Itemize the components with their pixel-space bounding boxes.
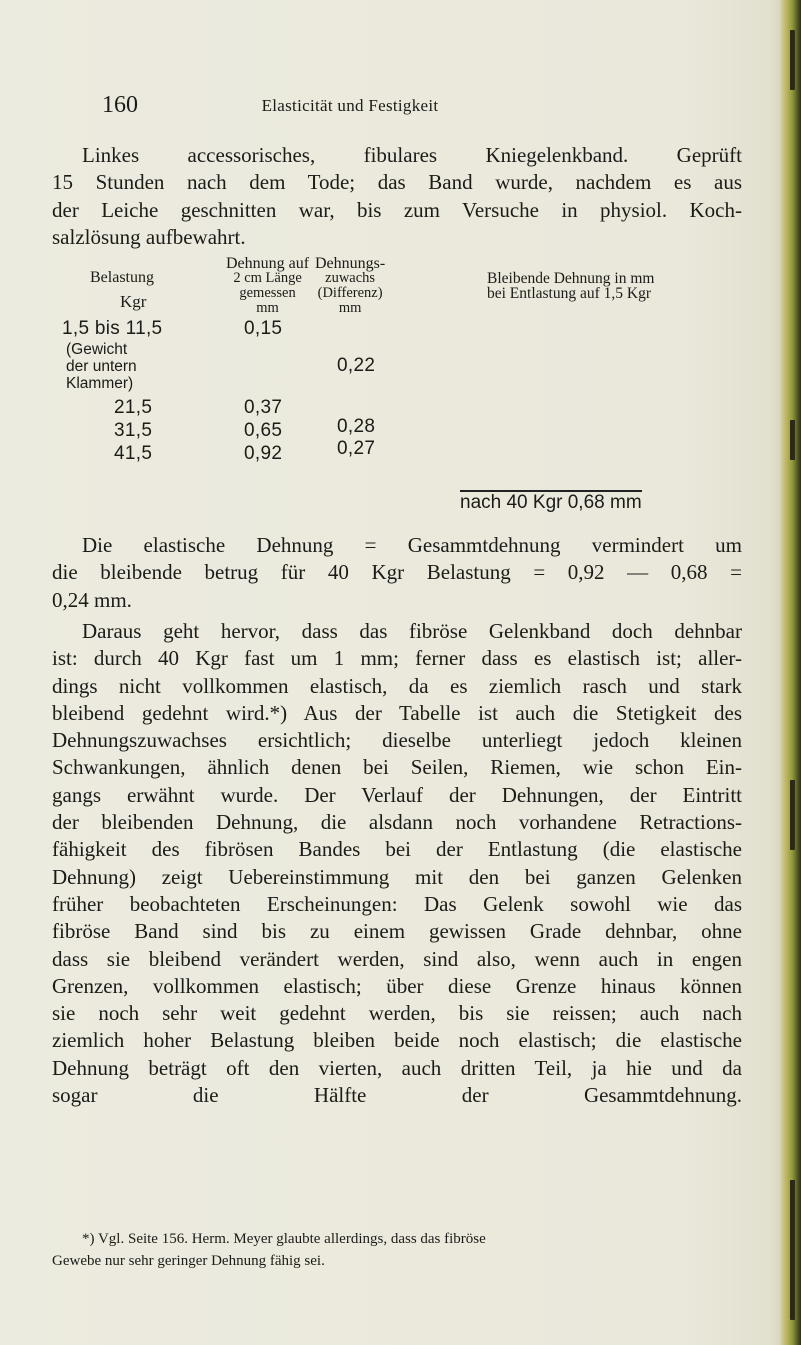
table-cell-load: 21,5 xyxy=(114,397,153,418)
text-line: bleibend gedehnt wird.*) Aus der Tabelle ist auch die Stetigkeit des xyxy=(52,700,742,725)
text-line: salzlösung aufbewahrt. xyxy=(52,224,246,249)
text-line: die bleibende betrug für 40 Kgr Belastung = 0,92 — 0,68 = xyxy=(52,560,742,585)
text-line: Schwankungen, ähnlich denen bei Seilen, Riemen, wie schon Ein- xyxy=(52,755,742,780)
text-line: Dehnungszuwachses ersichtlich; dieselbe unterliegt jedoch kleinen xyxy=(52,728,742,753)
text-line: Linkes accessorisches, fibulares Kniegelenkband. Geprüft xyxy=(82,143,742,167)
footnote-line: *) Vgl. Seite 156. Herm. Meyer glaubte allerdings, dass das fibröse xyxy=(82,1231,486,1247)
page-number: 160 xyxy=(102,92,138,118)
text-line: sogar die Hälfte der Gesammtdehnung. xyxy=(52,1083,742,1108)
text-line: sie noch sehr weit gedehnt werden, bis sie reissen; auch nach xyxy=(52,1001,742,1026)
nach-entlastung-result: nach 40 Kgr 0,68 mm xyxy=(460,492,642,513)
text-line: dass sie bleibend verändert werden, sind also, wenn auch in engen xyxy=(52,946,742,971)
footnote-line: Gewebe nur sehr geringer Dehnung fähig sei. xyxy=(52,1253,325,1269)
table-cell-zuwachs: 0,28 xyxy=(337,416,376,437)
text-line: Dehnung beträgt oft den vierten, auch dritten Teil, ja hie und da xyxy=(52,1055,742,1080)
table-cell-dehnung: 0,65 xyxy=(244,420,283,441)
text-line: 15 Stunden nach dem Tode; das Band wurde, nachdem es aus xyxy=(52,170,742,195)
edge-mark xyxy=(790,780,795,850)
table-note-gewicht: (Gewicht der untern Klammer) xyxy=(66,341,137,392)
text-line: fähigkeit des fibrösen Bandes bei der Entlastung (die elastische xyxy=(52,837,742,862)
table-cell-load: 1,5 bis 11,5 xyxy=(62,318,163,339)
text-line: früher beobachteten Erscheinungen: Das Gelenk sowohl wie das xyxy=(52,891,742,916)
table-cell-dehnung: 0,15 xyxy=(244,318,283,339)
table-cell-zuwachs: 0,27 xyxy=(337,438,376,459)
running-title: Elasticität und Festigkeit xyxy=(261,96,439,115)
footnote xyxy=(52,1228,752,1272)
measurement-table xyxy=(0,0,801,530)
text-line: der Leiche geschnitten war, bis zum Versuche in physiol. Koch- xyxy=(52,197,742,222)
column-header-zuwachs: Dehnungs- zuwachs (Differenz) mm xyxy=(315,255,386,316)
column-header-belastung: Belastung xyxy=(90,269,154,286)
text-line: Daraus geht hervor, dass das fibröse Gelenkband doch dehnbar xyxy=(82,619,742,643)
elastic-paragraph xyxy=(52,532,742,614)
text-line: gangs erwähnt wurde. Der Verlauf der Dehnungen, der Eintritt xyxy=(52,782,742,807)
text-line: der bleibenden Dehnung, die alsdann noch vorhandene Retractions- xyxy=(52,810,742,835)
table-cell-load: 41,5 xyxy=(114,443,153,464)
text-line: fibröse Band sind bis zu einem gewissen Grade dehnbar, ohne xyxy=(52,919,742,944)
text-line: Dehnung) zeigt Uebereinstimmung mit den bei ganzen Gelenken xyxy=(52,864,742,889)
text-line: ziemlich hoher Belastung bleiben beide noch elastisch; die elastische xyxy=(52,1028,742,1053)
text-line: dings nicht vollkommen elastisch, da es ziemlich rasch und stark xyxy=(52,673,742,698)
edge-mark xyxy=(790,1180,795,1320)
table-cell-dehnung: 0,37 xyxy=(244,397,283,418)
table-cell-dehnung: 0,92 xyxy=(244,443,283,464)
text-line: Grenzen, vollkommen elastisch; über diese Grenze hinaus können xyxy=(52,973,742,998)
table-cell-load: 31,5 xyxy=(114,420,153,441)
column-header-dehnung: Dehnung auf 2 cm Länge gemessen mm xyxy=(226,255,310,316)
text-line: ist: durch 40 Kgr fast um 1 mm; ferner dass es elastisch ist; aller- xyxy=(52,646,742,671)
main-paragraph xyxy=(52,618,742,1109)
column-header-bleibende: Bleibende Dehnung in mm bei Entlastung auf 1,5 Kgr xyxy=(487,270,655,302)
text-line: Die elastische Dehnung = Gesammtdehnung vermindert um xyxy=(82,533,742,557)
column-header-kgr: Kgr xyxy=(120,292,147,311)
table-cell-zuwachs: 0,22 xyxy=(337,355,376,376)
text-line: 0,24 mm. xyxy=(52,587,132,612)
